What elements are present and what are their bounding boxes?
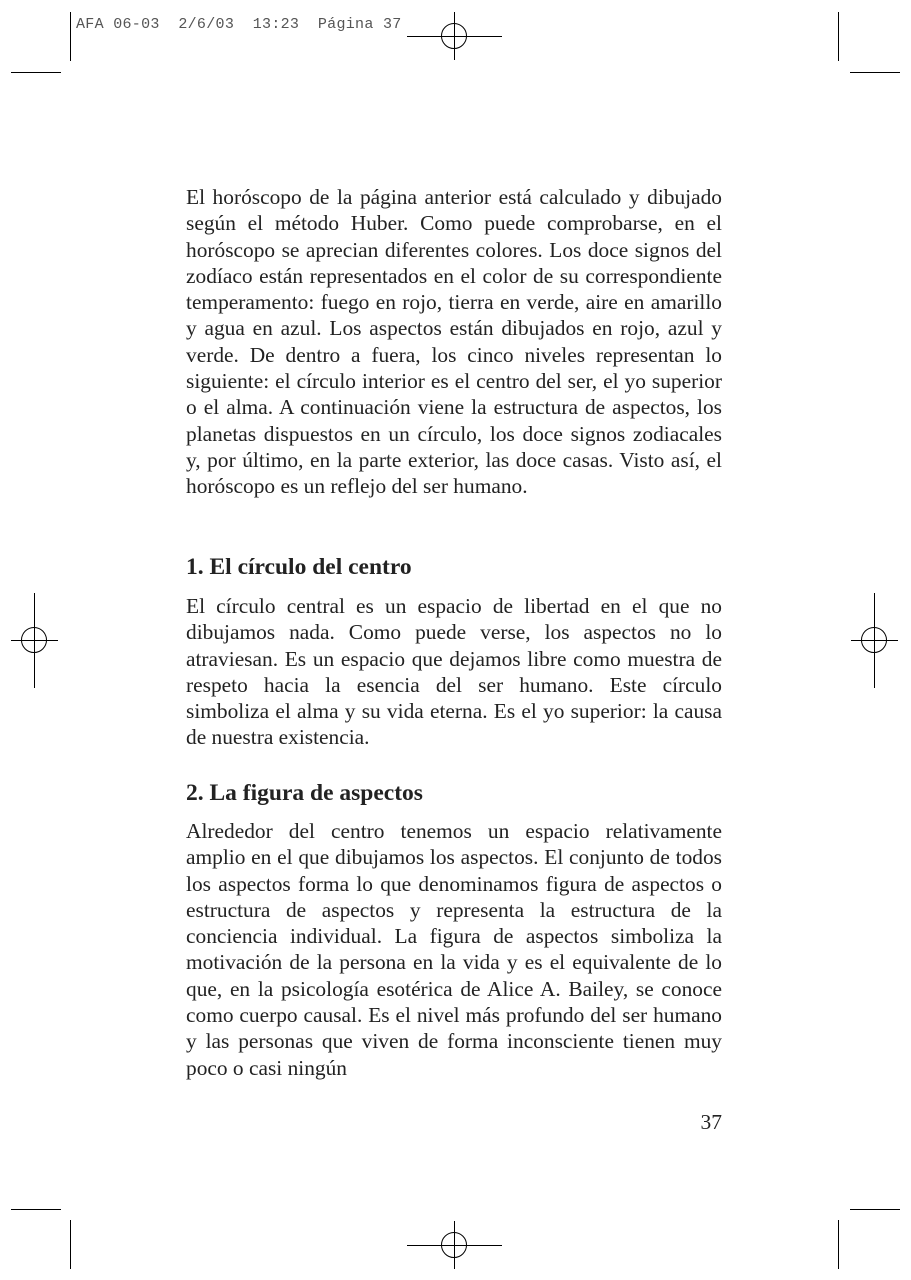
- crop-mark: [70, 12, 71, 61]
- crop-mark: [11, 1209, 61, 1210]
- crop-mark: [70, 1220, 71, 1269]
- intro-paragraph: El horóscopo de la página anterior está calculado y dibujado según el método Huber. Como puede comprobarse, en el horóscopo se aprecian diferentes colores. Los doce signos del zodíaco están representados en el color de su correspondiente temperamento: fuego en rojo, tierra en verde, aire en amarillo y agua en azul. Los aspectos están dibujados en rojo, azul y verde. De dentro a fuera, los cinco niveles representan lo siguiente: el círculo interior es el centro del ser, el yo superior o el alma. A continuación viene la estructura de aspectos, los planetas dispuestos en un círculo, los doce signos zodiacales y, por último, en la parte exterior, las doce casas. Visto así, el horóscopo es un reflejo del ser humano.: [186, 185, 722, 499]
- print-slug: AFA 06-03 2/6/03 13:23 Página 37: [76, 16, 402, 33]
- crop-mark: [838, 12, 839, 61]
- section-heading-2: 2. La figura de aspectos: [186, 780, 423, 806]
- crop-mark: [11, 72, 61, 73]
- registration-mark: [21, 627, 47, 653]
- registration-mark: [441, 23, 467, 49]
- crop-mark: [838, 1220, 839, 1269]
- crop-mark: [850, 72, 900, 73]
- section2-paragraph-block: [186, 818, 722, 1081]
- intro-paragraph-block: [186, 184, 722, 500]
- registration-mark: [441, 1232, 467, 1258]
- section2-paragraph: Alrededor del centro tenemos un espacio relativamente amplio en el que dibujamos los aspectos. El conjunto de todos los aspectos forma lo que denominamos figura de aspectos o estructura de aspectos y representa la estructura de la conciencia individual. La figura de aspectos simboliza la motivación de la persona en la vida y es el equivalente de lo que, en la psicología esotérica de Alice A. Bailey, se conoce como cuerpo causal. Es el nivel más profundo del ser humano y las personas que viven de forma inconsciente tienen muy poco o casi ningún: [186, 819, 722, 1080]
- crop-mark: [850, 1209, 900, 1210]
- registration-mark: [861, 627, 887, 653]
- section1-paragraph: El círculo central es un espacio de libertad en el que no dibujamos nada. Como puede verse, los aspectos no lo atraviesan. Es un espacio que dejamos libre como muestra de respeto hacia la esencia del ser humano. Este círculo simboliza el alma y su vida eterna. Es el yo superior: la causa de nuestra existencia.: [186, 594, 722, 750]
- section-heading-1: 1. El círculo del centro: [186, 554, 412, 580]
- page-number: 37: [700, 1110, 722, 1134]
- section1-paragraph-block: [186, 593, 722, 751]
